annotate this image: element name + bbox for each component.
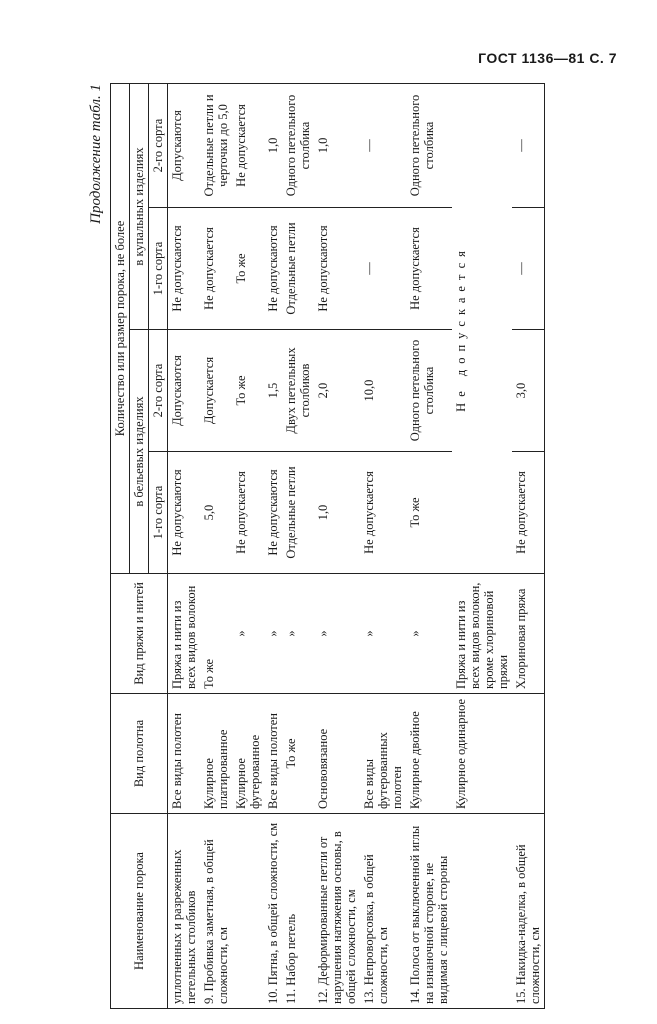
swim-grade1-cell: Не допускаются <box>264 208 282 330</box>
merged-quantity-cell: Не допускается <box>452 83 512 573</box>
header-defect-name: Наименование порока <box>111 814 168 1009</box>
swim-grade2-cell: Допускаются <box>168 83 201 207</box>
swim-grade1-cell: Не допускается <box>406 208 452 330</box>
fabric-cell: Все виды футерованных полотен <box>360 694 406 814</box>
yarn-cell: Хлориновая пряжа <box>512 574 545 694</box>
linen-grade1-cell: То же <box>406 452 452 574</box>
linen-grade2-cell: 3,0 <box>512 330 545 452</box>
linen-grade2-cell: Двух петельных столбиков <box>282 330 314 452</box>
linen-grade1-cell: Не допускается <box>232 452 264 574</box>
defect-name-cell: 13. Непроворсовка, в общей сложности, см <box>360 814 406 1009</box>
linen-grade2-cell: То же <box>232 330 264 452</box>
swim-grade2-cell: 1,0 <box>264 83 282 207</box>
yarn-cell: То же <box>200 574 232 694</box>
defect-name-cell: 9. Пробивка заметная, в общей сложности, см <box>200 814 232 1009</box>
header-linen-grade2: 2-го сорта <box>149 330 168 452</box>
linen-grade2-cell: 10,0 <box>360 330 406 452</box>
swim-grade1-cell: Отдельные петли <box>282 208 314 330</box>
page-header: ГОСТ 1136—81 С. 7 <box>478 50 617 66</box>
swim-grade1-cell: — <box>360 208 406 330</box>
yarn-cell: » <box>406 574 452 694</box>
defect-name-cell: 12. Деформированные петли от нарушения натяжения основы, в общей сложности, см <box>314 814 360 1009</box>
swim-grade1-cell: Не допускаются <box>314 208 360 330</box>
defect-name-cell: 10. Пятна, в общей сложности, см <box>264 814 282 1009</box>
swim-grade2-cell: Одного петельного столбика <box>282 83 314 207</box>
yarn-cell: » <box>314 574 360 694</box>
header-linen: в бельевых изделиях <box>130 330 149 574</box>
table-row <box>360 83 406 1008</box>
header-swim-grade1: 1-го сорта <box>149 208 168 330</box>
defect-name-cell <box>452 814 512 1009</box>
swim-grade1-cell: То же <box>232 208 264 330</box>
header-yarn-type: Вид пряжи и нитей <box>111 574 168 694</box>
table-row <box>200 83 232 1008</box>
linen-grade1-cell: 5,0 <box>200 452 232 574</box>
yarn-cell: » <box>232 574 264 694</box>
rotated-table-sheet <box>88 72 643 1017</box>
fabric-cell: Основовязаное <box>314 694 360 814</box>
table-continuation-title: Продолжение табл. 1 <box>88 84 104 224</box>
linen-grade2-cell: Одного петельного столбика <box>406 330 452 452</box>
swim-grade2-cell: Одного петельного столбика <box>406 83 452 207</box>
swim-grade2-cell: Отдельные петли и черточки до 5,0 <box>200 83 232 207</box>
fabric-cell: Кулирное платированное <box>200 694 232 814</box>
table-row <box>314 83 360 1008</box>
header-swim-grade2: 2-го сорта <box>149 83 168 207</box>
swim-grade1-cell: Не допускается <box>200 208 232 330</box>
fabric-cell: Кулирное одинарное <box>452 694 512 814</box>
fabric-cell: То же <box>282 694 314 814</box>
header-quantity: Количество или размер порока, не более <box>111 83 130 573</box>
defect-name-cell: 11. Набор петель <box>282 814 314 1009</box>
linen-grade1-cell: 1,0 <box>314 452 360 574</box>
swim-grade2-cell: — <box>512 83 545 207</box>
linen-grade1-cell: Отдельные петли <box>282 452 314 574</box>
fabric-cell: Все виды полотен <box>168 694 201 814</box>
table-row <box>282 83 314 1008</box>
yarn-cell: » <box>282 574 314 694</box>
table-row <box>264 83 282 1008</box>
header-linen-grade1: 1-го сорта <box>149 452 168 574</box>
table-row <box>168 83 201 1008</box>
yarn-cell: » <box>264 574 282 694</box>
defect-name-cell: 15. Накидка-наделка, в общей сложности, см <box>512 814 545 1009</box>
swim-grade1-cell: Не допускаются <box>168 208 201 330</box>
swim-grade2-cell: 1,0 <box>314 83 360 207</box>
swim-grade1-cell: — <box>512 208 545 330</box>
defects-table <box>110 83 545 1009</box>
linen-grade1-cell: Не допускается <box>360 452 406 574</box>
yarn-cell: » <box>360 574 406 694</box>
linen-grade1-cell: Не допускаются <box>168 452 201 574</box>
table-row <box>406 83 452 1008</box>
defect-name-cell <box>232 814 264 1009</box>
yarn-cell: Пряжа и нити из всех видов волокон <box>168 574 201 694</box>
linen-grade2-cell: 1,5 <box>264 330 282 452</box>
fabric-cell: Все виды полотен <box>264 694 282 814</box>
yarn-cell: Пряжа и нити из всех видов волокон, кроме хлориновой пряжи <box>452 574 512 694</box>
fabric-cell <box>512 694 545 814</box>
linen-grade2-cell: Допускается <box>200 330 232 452</box>
linen-grade2-cell: 2,0 <box>314 330 360 452</box>
defect-name-cell: 14. Полоса от выключенной иглы на изнаночной стороне, не видимая с лицевой стороны <box>406 814 452 1009</box>
linen-grade1-cell: Не допускается <box>512 452 545 574</box>
defect-name-cell: уплотненных и разреженных петельных столбиков <box>168 814 201 1009</box>
fabric-cell: Кулирное футерованное <box>232 694 264 814</box>
linen-grade1-cell: Не допускаются <box>264 452 282 574</box>
header-fabric-type: Вид полотна <box>111 694 168 814</box>
table-row <box>512 83 545 1008</box>
table-container <box>88 72 643 1017</box>
table-row <box>232 83 264 1008</box>
swim-grade2-cell: Не допускается <box>232 83 264 207</box>
header-swimwear: в купальных изделиях <box>130 83 149 329</box>
table-row <box>452 83 512 1008</box>
swim-grade2-cell: — <box>360 83 406 207</box>
fabric-cell: Кулирное двойное <box>406 694 452 814</box>
linen-grade2-cell: Допускаются <box>168 330 201 452</box>
